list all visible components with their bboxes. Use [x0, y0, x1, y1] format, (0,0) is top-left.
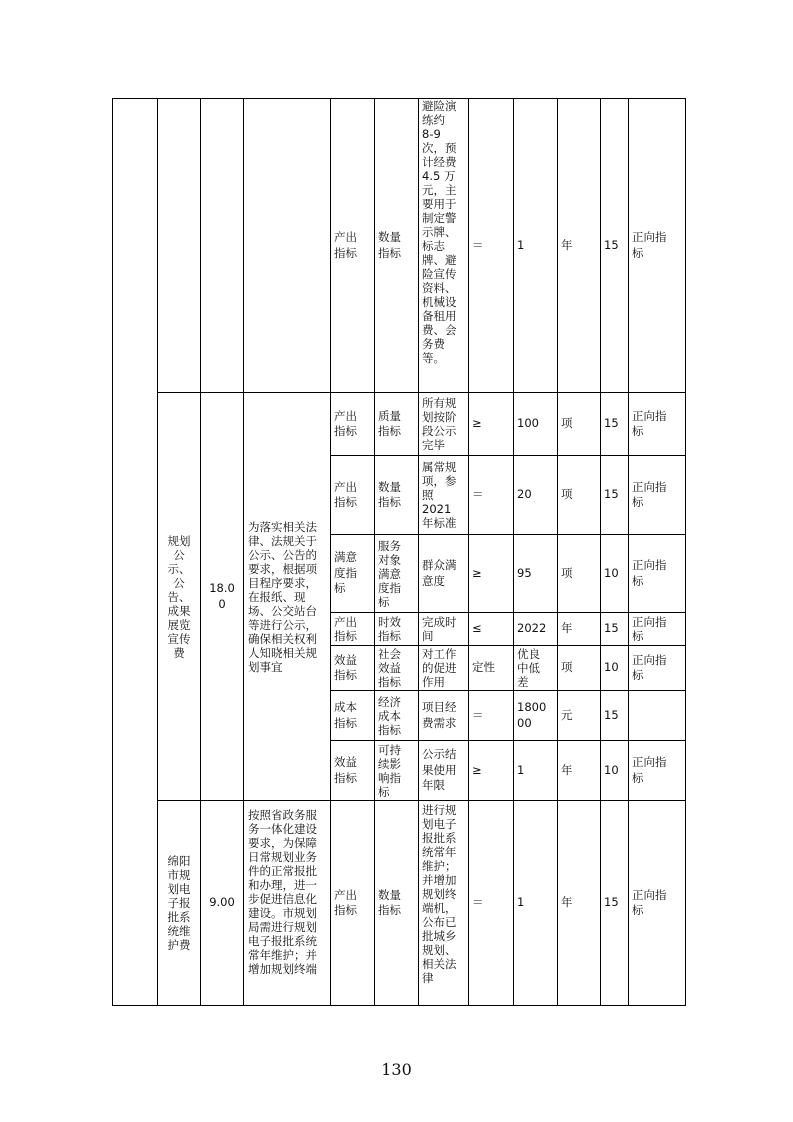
- indicator-operator: ≤: [472, 621, 482, 636]
- project-amount: 18.0 0: [209, 581, 235, 611]
- indicator-level1: 满意 度指 标: [334, 550, 357, 596]
- indicator-direction: 正向指 标: [632, 230, 667, 260]
- indicator-operator: ≥: [472, 565, 482, 580]
- indicator-level1: 产出 指标: [334, 887, 357, 917]
- indicator-content: 避险演 练约 8-9 次，预 计经费 4.5 万 元，主 要用于 制定警 示牌、 标志 牌、避 险宣传 资料、 机械设 备租用 费、会 务费 等。: [422, 99, 457, 365]
- indicator-content: 进行规 划电子 报批系 统常年 维护； 并增加 规划终 端机， 公布已 批城乡 规划、 相关法 律: [422, 803, 457, 985]
- indicator-content: 项目经 费需求: [422, 700, 457, 730]
- indicator-unit: 项: [561, 565, 573, 580]
- indicator-unit: 项: [561, 416, 573, 431]
- indicator-operator: ＝: [472, 707, 484, 722]
- indicator-level2: 可持 续影 响指 标: [378, 742, 401, 799]
- indicator-direction: 正向指 标: [632, 408, 667, 438]
- indicator-level1: 成本 指标: [334, 700, 357, 730]
- indicator-operator: ＝: [472, 487, 484, 502]
- indicator-direction: 正向指 标: [632, 558, 667, 588]
- project-name: 绵阳 市规 划电 子报 批系 统维 护费: [167, 854, 191, 952]
- indicator-content: 属常规 项，参 照 2021 年标准: [422, 460, 457, 530]
- indicator-value: 95: [517, 565, 532, 580]
- table-right-border: [685, 98, 686, 1006]
- indicator-weight: 15: [604, 621, 619, 636]
- indicator-level1: 效益 指标: [334, 755, 357, 785]
- row-divider-right: [628, 800, 686, 801]
- indicator-value: 1800 00: [517, 700, 547, 730]
- table-bottom-border-right: [628, 1005, 686, 1006]
- indicator-level1: 产出 指标: [334, 408, 357, 438]
- indicator-content: 群众满 意度: [422, 558, 457, 588]
- indicator-level1: 产出 指标: [334, 479, 357, 509]
- indicator-direction: 正向指 标: [632, 479, 667, 509]
- indicator-value: 优良 中低 差: [517, 647, 540, 689]
- indicator-operator: 定性: [472, 660, 495, 675]
- indicator-level2: 经济 成本 指标: [378, 694, 401, 737]
- indicator-level2: 时效 指标: [378, 615, 401, 643]
- indicator-direction: 正向指 标: [632, 652, 667, 682]
- row-divider-right: [628, 690, 686, 691]
- project-amount: 9.00: [209, 895, 235, 910]
- indicator-unit: 年: [561, 237, 573, 252]
- indicator-level1: 产出 指标: [334, 230, 357, 260]
- row-divider-right: [628, 740, 686, 741]
- indicator-weight: 10: [604, 565, 619, 580]
- indicator-content: 完成时 间: [422, 615, 457, 643]
- table-bottom-border: [112, 1005, 628, 1006]
- indicator-weight: 15: [604, 416, 619, 431]
- indicator-weight: 15: [604, 237, 619, 252]
- indicator-level2: 社会 效益 指标: [378, 647, 401, 689]
- indicator-value: 1: [517, 762, 525, 777]
- indicator-value: 20: [517, 487, 532, 502]
- row-divider-right: [628, 534, 686, 535]
- indicator-value: 100: [517, 416, 539, 431]
- indicator-unit: 年: [561, 762, 573, 777]
- indicator-weight: 15: [604, 895, 619, 910]
- table-top-border-right: [628, 98, 686, 99]
- indicator-operator: ＝: [472, 237, 484, 252]
- indicator-value: 2022: [517, 621, 547, 636]
- indicator-level2: 数量 指标: [378, 230, 401, 260]
- page-number: 130: [381, 1060, 412, 1079]
- column-divider: [112, 98, 113, 1006]
- indicator-unit: 项: [561, 487, 573, 502]
- indicator-direction: [629, 691, 685, 740]
- indicator-level1: 效益 指标: [334, 652, 357, 682]
- indicator-content: 公示结 果使用 年限: [422, 747, 457, 793]
- indicator-operator: ≥: [472, 416, 482, 431]
- indicator-level2: 服务 对象 满意 度指 标: [378, 538, 401, 609]
- indicator-operator: ＝: [472, 895, 484, 910]
- indicator-value: 1: [517, 895, 525, 910]
- indicator-direction: 正向指 标: [632, 755, 667, 785]
- indicator-level2: 数量 指标: [378, 887, 401, 917]
- indicator-level1: 产出 指标: [334, 615, 357, 643]
- indicator-level2: 质量 指标: [378, 408, 401, 438]
- project-description: 按照省政务服 务一体化建设 要求，为保障 日常规划业务 件的正常报批 和办理，进一 步促进信息化 建设。市规划 局需进行规划 电子报批系统 常年维护；并 增加规划终端: [248, 808, 317, 976]
- indicator-level2: 数量 指标: [378, 479, 401, 509]
- indicator-weight: 10: [604, 762, 619, 777]
- indicator-content: 所有规 划按阶 段公示 完毕: [422, 396, 457, 452]
- indicator-weight: 15: [604, 707, 619, 722]
- indicator-direction: 正向指 标: [632, 615, 667, 643]
- indicator-value: 1: [517, 237, 525, 252]
- row-divider-right: [628, 645, 686, 646]
- indicator-weight: 10: [604, 660, 619, 675]
- indicator-weight: 15: [604, 487, 619, 502]
- indicator-operator: ≥: [472, 762, 482, 777]
- project-description: 为落实相关法 律、法规关于 公示、公告的 要求，根据项 目程序要求， 在报纸、现 场、公交站台 等进行公示， 确保相关权利 人知晓相关规 划事宜: [248, 519, 317, 674]
- indicator-direction: 正向指 标: [632, 887, 667, 917]
- row-divider-right: [628, 455, 686, 456]
- indicator-unit: 项: [561, 660, 573, 675]
- row-divider-right: [628, 612, 686, 613]
- project-name: 规划 公 示、 公 告、 成果 展览 宣传 费: [167, 533, 191, 660]
- indicator-unit: 元: [561, 707, 573, 722]
- row-divider-right: [628, 392, 686, 393]
- indicator-unit: 年: [561, 621, 573, 636]
- indicator-content: 对工作 的促进 作用: [422, 647, 457, 689]
- indicator-unit: 年: [561, 895, 573, 910]
